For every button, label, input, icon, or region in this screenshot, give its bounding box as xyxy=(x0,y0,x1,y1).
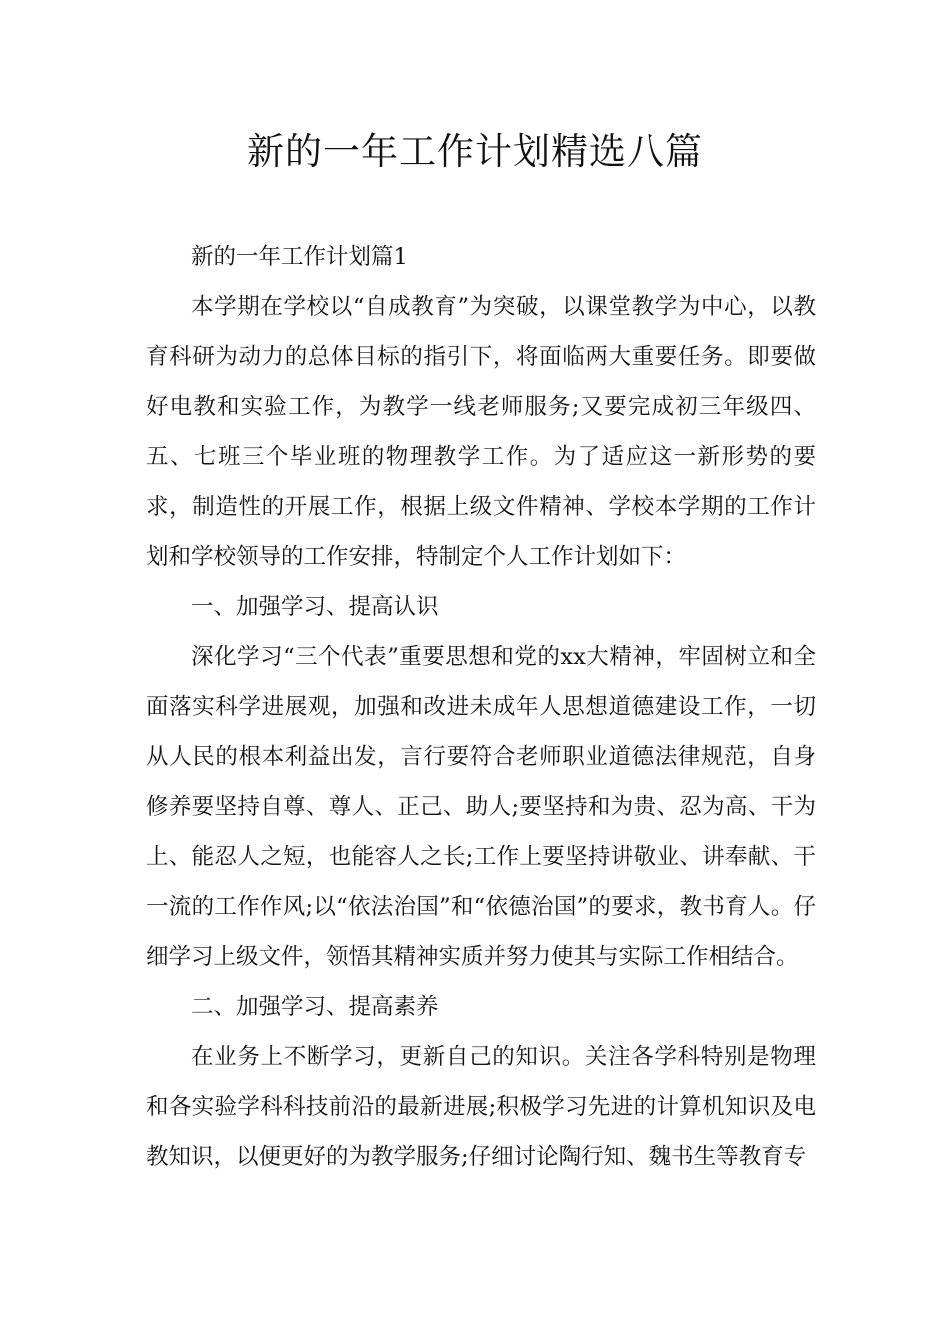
section-heading: 新的一年工作计划篇1 xyxy=(191,244,408,270)
intro-paragraph: 本学期在学校以“自成教育”为突破，以课堂教学为中心，以教育科研为动力的总体目标的指引下，将面临两大重要任务。即要做好电教和实验工作，为教学一线老师服务;又要完成初三年级四、五、七班三个毕业班的物理教学工作。为了适应这一新形势的要求，制造性的开展工作，根据上级文件精神、学校本学期的工作计划和学校领导的工作安排，特制定个人工作计划如下： xyxy=(146,294,816,570)
part1-paragraph: 深化学习“三个代表”重要思想和党的xx大精神，牢固树立和全面落实科学进展观，加强和改进未成年人思想道德建设工作，一切从人民的根本利益出发，言行要符合老师职业道德法律规范，自身修养要坚持自尊、尊人、正己、助人;要坚持和为贵、忍为高、干为上、能忍人之短，也能容人之长;工作上要坚持讲敬业、讲奉献、干一流的工作作风;以“依法治国”和“依德治国”的要求，教书育人。仔细学习上级文件，领悟其精神实质并努力使其与实际工作相结合。 xyxy=(146,644,816,970)
part1-heading: 一、加强学习、提高认识 xyxy=(191,594,439,620)
part2-heading: 二、加强学习、提高素养 xyxy=(191,994,439,1020)
document-body xyxy=(146,232,816,1182)
document-title: 新的一年工作计划精选八篇 xyxy=(247,130,703,173)
part2-paragraph: 在业务上不断学习，更新自己的知识。关注各学科特别是物理和各实验学科科技前沿的最新进展;积极学习先进的计算机知识及电教知识，以便更好的为教学服务;仔细讨论陶行知、魏书生等教育专 xyxy=(146,1044,816,1170)
